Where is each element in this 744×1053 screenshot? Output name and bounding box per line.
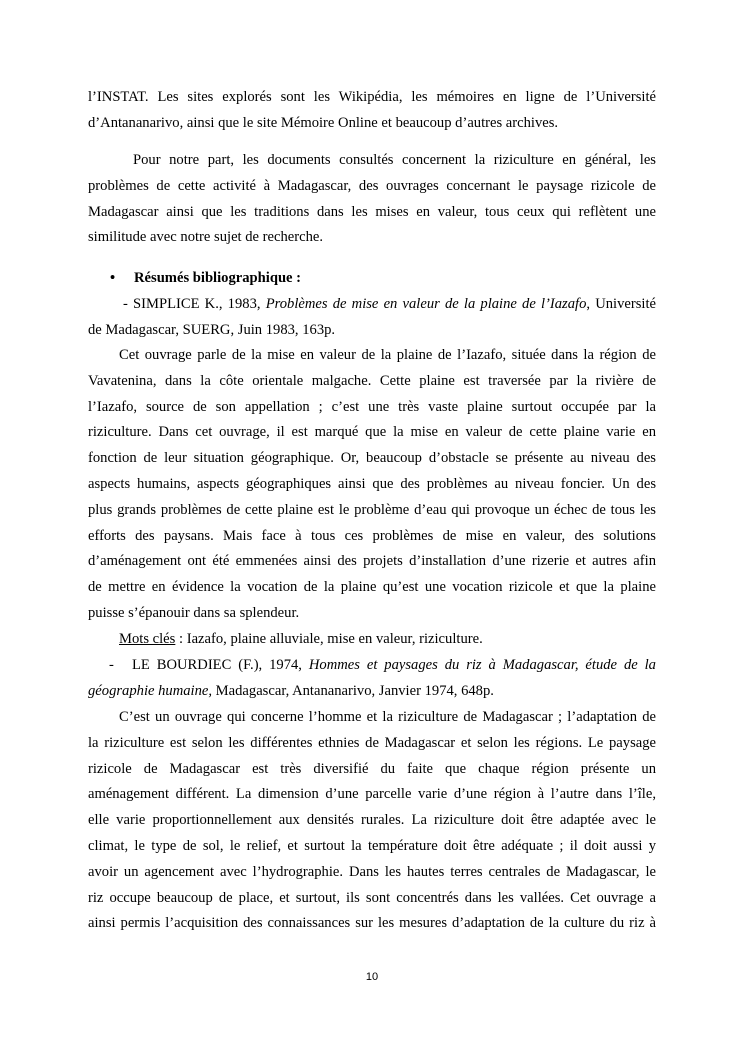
paragraph-documents <box>88 148 656 251</box>
text-line: Madagascar ainsi que les traditions dans les mises en valeur, tous ceux qui reflètent une <box>88 203 656 220</box>
page-number: 10 <box>365 971 379 983</box>
dash-marker: - <box>109 657 114 673</box>
paragraph-sources <box>88 85 656 137</box>
text-line: aspects humains, aspects géographiques ainsi que des problèmes au niveau foncier. Un des <box>88 475 656 492</box>
keywords-label: Mots clés <box>119 630 176 647</box>
text-line: d’aménagement ont été emmenées ainsi des projets d’installation d’une rizerie et autres afin <box>88 553 656 570</box>
summary-simplice <box>88 343 656 653</box>
reference-line: - LE BOURDIEC (F.), 1974, Hommes et paysages du riz à Madagascar, étude de la <box>88 653 656 679</box>
bullet-icon: • <box>110 270 116 286</box>
text-line: rizicole de Madagascar est très diversifié du faite que chaque région présente un <box>88 760 656 777</box>
text-line: Pour notre part, les documents consultés concernent la riziculture en général, les <box>133 152 656 168</box>
text-line: riz occupe beaucoup de place, et surtout, ils sont concentrés dans les vallées. Cet ouvrage a <box>88 889 656 906</box>
reference-title: Hommes et paysages du riz à Madagascar, étude de la <box>308 657 656 673</box>
reference-line: de Madagascar, SUERG, Juin 1983, 163p. <box>88 321 336 338</box>
text-line: plus grands problèmes de cette plaine est le problème d’eau qui provoque un échec de tous les <box>88 501 656 518</box>
text-line: d’Antananarivo, ainsi que le site Mémoire Online et beaucoup d’autres archives. <box>88 114 559 131</box>
text-line: l’INSTAT. Les sites explorés sont les Wikipédia, les mémoires en ligne de l’Université <box>88 89 656 105</box>
text-line: climat, le type de sol, le relief, et surtout la température doit être adéquate ; il doit aussi y <box>88 837 656 854</box>
text-line: elle varie proportionnellement aux densités rurales. La riziculture doit être adaptée avec le <box>88 812 656 829</box>
reference-line: - SIMPLICE K., 1983, Problèmes de mise en valeur de la plaine de l’Iazafo, Université <box>123 296 656 312</box>
summary-le-bourdiec <box>88 705 656 937</box>
text-line: C’est un ouvrage qui concerne l’homme et la riziculture de Madagascar ; l’adaptation de <box>119 709 656 725</box>
text-line: la riziculture est selon les différentes ethnies de Madagascar et selon les régions. Le paysage <box>88 734 656 751</box>
text-line: puisse s’épanouir dans sa splendeur. <box>88 604 300 621</box>
text-line: avoir un agencement avec l’hydrographie. Dans les hautes terres centrales de Madagascar, le <box>88 863 656 880</box>
text-line: de mettre en évidence la vocation de la plaine qu’est une vocation rizicole et que la plaine <box>88 579 656 596</box>
reference-le-bourdiec <box>88 653 656 705</box>
reference-line: géographie humaine, Madagascar, Antananarivo, Janvier 1974, 648p. <box>88 682 494 699</box>
text-line: ainsi permis l’acquisition des connaissances sur les mesures d’adaptation de la culture du riz à <box>88 915 656 932</box>
text-line: Cet ouvrage parle de la mise en valeur de la plaine de l’Iazafo, située dans la région de <box>119 347 656 363</box>
text-line: problèmes de cette activité à Madagascar, des ouvrages concernant le paysage rizicole de <box>88 177 656 194</box>
reference-title: Problèmes de mise en valeur de la plaine de l’Iazafo <box>265 296 587 312</box>
section-heading <box>88 266 656 292</box>
text-line: fonction de leur situation géographique. Or, beaucoup d’obstacle se présente au niveau des <box>88 450 656 467</box>
text-line: Vavatenina, dans la côte orientale malgache. Cette plaine est traversée par la rivière de <box>88 372 656 389</box>
text-line: riziculture. Dans cet ouvrage, il est marqué que la mise en valeur de cette plaine varie en <box>88 424 656 441</box>
text-line: similitude avec notre sujet de recherche. <box>88 229 324 246</box>
text-line: l’Iazafo, source de son appellation ; c’est une très vaste plaine surtout occupée par la <box>88 398 656 415</box>
heading-text: Résumés bibliographique : <box>134 270 302 286</box>
text-line: aménagement différent. La dimension d’une parcelle varie d’une région à l’autre dans l’île, <box>88 786 656 803</box>
reference-simplice <box>88 292 656 344</box>
text-line: efforts des paysans. Mais face à tous ces problèmes de mise en valeur, des solutions <box>88 527 656 544</box>
keywords-line: Mots clés : Iazafo, plaine alluviale, mise en valeur, riziculture. <box>119 630 483 647</box>
reference-title: géographie humaine, <box>88 682 213 699</box>
